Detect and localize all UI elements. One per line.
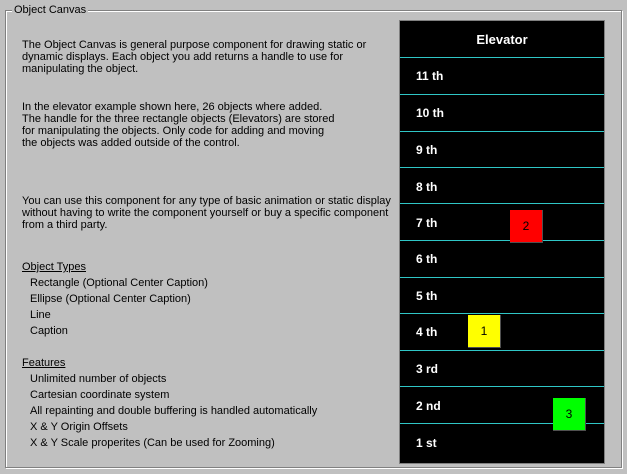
floor-label-3: 3 rd xyxy=(416,362,439,376)
floor-divider xyxy=(400,94,604,95)
object-type-rectangle: Rectangle (Optional Center Caption) xyxy=(30,277,208,289)
floor-label-11: 11 th xyxy=(416,69,444,83)
object-type-caption: Caption xyxy=(30,325,68,337)
floor-label-9: 9 th xyxy=(416,143,438,157)
elevator-car-3[interactable]: 3 xyxy=(553,398,586,431)
object-types-section xyxy=(22,259,392,339)
floor-divider xyxy=(400,350,604,351)
floor-label-6: 6 th xyxy=(416,252,438,266)
object-type-ellipse: Ellipse (Optional Center Caption) xyxy=(30,293,191,305)
features-section xyxy=(22,355,392,451)
elevator-canvas[interactable] xyxy=(399,20,605,464)
floor-label-1: 1 st xyxy=(416,436,437,450)
floor-divider xyxy=(400,277,604,278)
description-paragraph-2: In the elevator example shown here, 26 objects where added. The handle for the three rectangle objects (Elevators) are stored for manipulating the objects. Only code for adding and moving the objects was added outside of the control. xyxy=(22,101,335,149)
floor-label-8: 8 th xyxy=(416,180,438,194)
description-paragraph-1: The Object Canvas is general purpose component for drawing static or dynamic displays. Each object you add returns a handle to use for manipulating the object. xyxy=(22,39,367,75)
feature-item: Unlimited number of objects xyxy=(30,373,167,385)
canvas-title: Elevator xyxy=(476,32,528,47)
floor-label-7: 7 th xyxy=(416,216,438,230)
elevator-car-2[interactable]: 2 xyxy=(510,210,543,243)
floor-divider xyxy=(400,203,604,204)
object-type-line: Line xyxy=(30,309,51,321)
floor-divider xyxy=(400,386,604,387)
floor-label-5: 5 th xyxy=(416,289,438,303)
floor-divider xyxy=(400,167,604,168)
feature-item: X & Y Scale properites (Can be used for Zooming) xyxy=(30,437,275,449)
floor-label-2: 2 nd xyxy=(416,399,441,413)
feature-item: X & Y Origin Offsets xyxy=(30,421,128,433)
elevator-car-1[interactable]: 1 xyxy=(468,315,501,348)
object-types-heading: Object Types xyxy=(22,261,86,273)
floor-divider xyxy=(400,57,604,58)
description-paragraph-3: You can use this component for any type of basic animation or static display without having to write the component yourself or buy a specific component from a third party. xyxy=(22,195,391,231)
floor-label-10: 10 th xyxy=(416,106,445,120)
floor-divider xyxy=(400,313,604,314)
feature-item: Cartesian coordinate system xyxy=(30,389,170,401)
feature-item: All repainting and double buffering is handled automatically xyxy=(30,405,318,417)
features-heading: Features xyxy=(22,357,66,369)
floor-divider xyxy=(400,131,604,132)
groupbox-title: Object Canvas xyxy=(14,4,87,16)
floor-label-4: 4 th xyxy=(416,325,438,339)
floor-divider xyxy=(400,240,604,241)
